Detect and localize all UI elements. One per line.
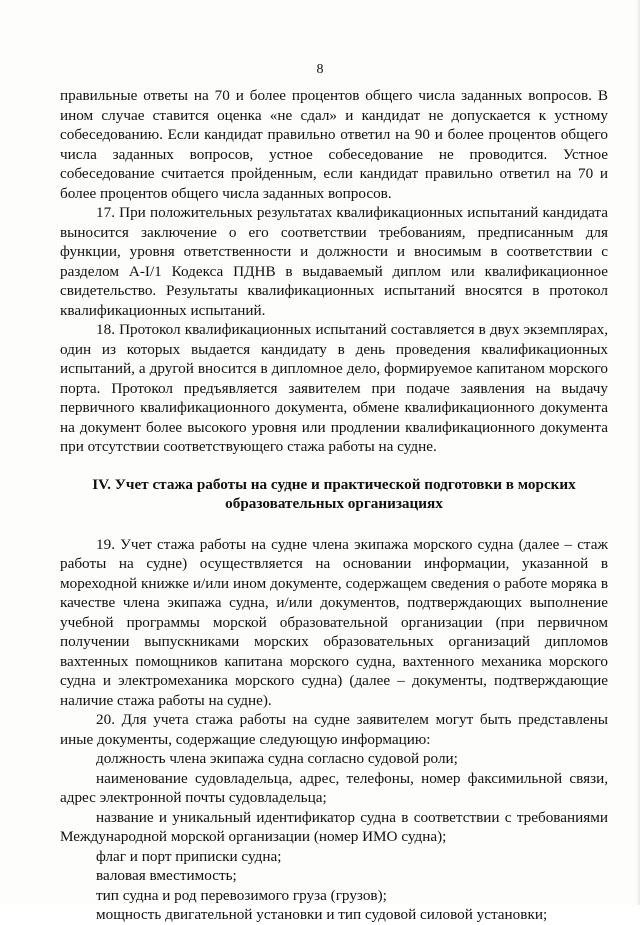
- list-item-engine-power: мощность двигательной установки и тип судовой силовой установки;: [96, 906, 548, 923]
- section-heading-line-2: образовательных организациях: [225, 495, 443, 512]
- list-item-shipowner: наименование судовладельца, адрес, телефоны, номер факсимильной связи, адрес электронной почты судовладельца;: [60, 769, 608, 806]
- paragraph-18: 18. Протокол квалификационных испытаний составляется в двух экземплярах, один из которых выдается кандидату в день проведения квалификационных испытаний, а другой вносится в дипломное дело, формируемое капитаном морского порта. Протокол предъявляется заявителем при подаче заявления на выдачу первичного квалификационного документа, обмене квалификационного документа на документ более высокого уровня или продлении квалификационного документа при отсутствии соответствующего стажа работы на судне.: [60, 321, 608, 455]
- section-heading-line-1: IV. Учет стажа работы на судне и практической подготовки в морских: [92, 475, 576, 493]
- paragraph-17: 17. При положительных результатах квалификационных испытаний кандидата выносится заключение о его соответствии требованиям, предписанным для функции, уровня ответственности и должности и вносимым в соответствии с разделом А-I/1 Кодекса ПДНВ в выдаваемый диплом или квалификационное свидетельство. Результаты квалификационных испытаний вносятся в протокол квалификационных испытаний.: [60, 204, 608, 319]
- page-number: 8: [316, 62, 324, 77]
- paragraph-16-continued: правильные ответы на 70 и более процентов общего числа заданных вопросов. В ином случае ставится оценка «не сдал» и кандидат не допускается к устному собеседованию. Если кандидат правильно ответил на 90 и более процентов общего числа заданных вопросов, устное собеседование не проводится. Устное собеседование считается пройденным, если кандидат правильно ответил на 70 и более процентов общего числа заданных вопросов.: [60, 87, 608, 202]
- list-item-ship-type-cargo: тип судна и род перевозимого груза (грузов);: [96, 886, 387, 904]
- list-item-ship-name-imo: название и уникальный идентификатор судна в соответствии с требованиями Международной морской организации (номер ИМО судна);: [60, 808, 608, 845]
- paragraph-19: 19. Учет стажа работы на судне члена экипажа морского судна (далее – стаж работы на судне) осуществляется на основании информации, указанной в мореходной книжке и/или ином документе, содержащем сведения о работе моряка в качестве члена экипажа судна, и/или документов, подтверждающих выполнение учебной программы морской образовательной организации (при первичном получении выпускниками морских образовательных организаций дипломов вахтенных помощников капитана морского судна, вахтенного механика морского судна и электромеханика морского судна) (далее – документы, подтверждающие наличие стажа работы на судне).: [60, 535, 608, 709]
- document-body: [60, 86, 608, 925]
- list-item-flag-port: флаг и порт приписки судна;: [96, 847, 282, 865]
- paragraph-20: 20. Для учета стажа работы на судне заявителем могут быть представлены иные документы, содержащие следующую информацию:: [60, 711, 608, 748]
- list-item-crew-position: должность члена экипажа судна согласно судовой роли;: [96, 750, 458, 767]
- list-item-gross-tonnage: валовая вместимость;: [96, 867, 237, 884]
- section-heading-iv: [60, 475, 608, 514]
- scan-edge-shadow: [636, 0, 640, 905]
